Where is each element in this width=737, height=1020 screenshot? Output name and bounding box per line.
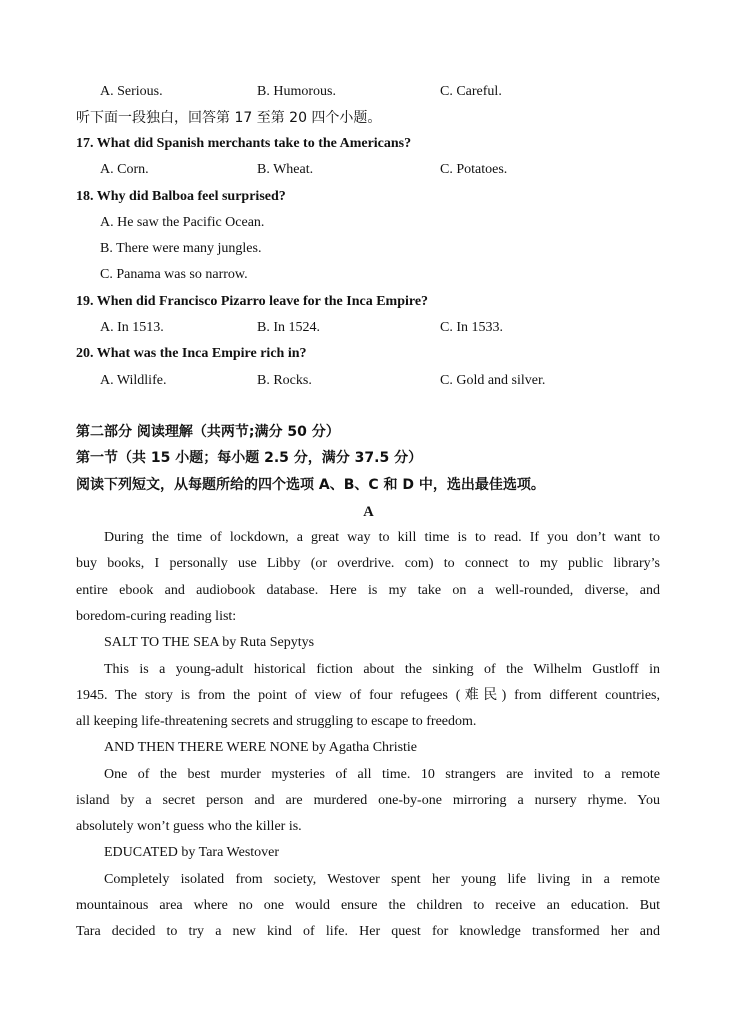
q19-option-b: B. In 1524.	[257, 320, 320, 335]
q17-question: 17. What did Spanish merchants take to the Americans?	[76, 136, 412, 151]
q20-question: 20. What was the Inca Empire rich in?	[76, 346, 307, 361]
book-description-line: mountainous area where no one would ensure the children to receive an education. But	[76, 898, 660, 913]
book-description-line: island by a secret person and are murdered one-by-one mirroring a nursery rhyme. You	[76, 793, 660, 808]
part-two-heading: 第二部分 阅读理解（共两节;满分 50 分）	[76, 424, 340, 440]
passage-intro-line: During the time of lockdown, a great way to kill time is to read. If you don’t want to	[104, 530, 660, 545]
q18-question: 18. Why did Balboa feel surprised?	[76, 189, 286, 204]
q20-option-b: B. Rocks.	[257, 373, 312, 388]
q17-option-c: C. Potatoes.	[440, 162, 508, 177]
passage-intro-line: boredom-curing reading list:	[76, 609, 237, 624]
book-description-line: absolutely won’t guess who the killer is.	[76, 819, 302, 834]
passage-label: A	[363, 504, 374, 520]
book-description-line: 1945. The story is from the point of view of four refugees (难民) from different countries,	[76, 688, 660, 703]
q18-option-b: B. There were many jungles.	[100, 241, 262, 256]
q16-option-a: A. Serious.	[100, 84, 163, 99]
listening-instruction: 听下面一段独白，回答第 17 至第 20 四个小题。	[76, 110, 382, 126]
book-title: AND THEN THERE WERE NONE by Agatha Christie	[104, 740, 418, 755]
book-description-line: all keeping life-threatening secrets and struggling to escape to freedom.	[76, 714, 477, 729]
passage-intro-line: entire ebook and audiobook database. Here is my take on a well-rounded, diverse, and	[76, 583, 660, 598]
q19-question: 19. When did Francisco Pizarro leave for the Inca Empire?	[76, 294, 429, 309]
passage-intro-line: buy books, I personally use Libby (or overdrive. com) to connect to my public library’s	[76, 556, 660, 571]
q20-option-c: C. Gold and silver.	[440, 373, 546, 388]
q19-option-a: A. In 1513.	[100, 320, 164, 335]
q17-option-a: A. Corn.	[100, 162, 149, 177]
book-description-line: Completely isolated from society, Westover spent her young life living in a remote	[104, 872, 660, 887]
section-one-heading: 第一节（共 15 小题；每小题 2.5 分，满分 37.5 分）	[76, 450, 423, 466]
book-title: SALT TO THE SEA by Ruta Sepytys	[104, 635, 315, 650]
q20-option-a: A. Wildlife.	[100, 373, 167, 388]
book-description-line: Tara decided to try a new kind of life. Her quest for knowledge transformed her and	[76, 924, 660, 939]
reading-instruction: 阅读下列短文，从每题所给的四个选项 A、B、C 和 D 中，选出最佳选项。	[76, 477, 545, 493]
q18-option-c: C. Panama was so narrow.	[100, 267, 248, 282]
q18-option-a: A. He saw the Pacific Ocean.	[100, 215, 265, 230]
book-description-line: One of the best murder mysteries of all time. 10 strangers are invited to a remote	[104, 767, 660, 782]
book-title: EDUCATED by Tara Westover	[104, 845, 280, 860]
q16-option-b: B. Humorous.	[257, 84, 336, 99]
q19-option-c: C. In 1533.	[440, 320, 503, 335]
q16-option-c: C. Careful.	[440, 84, 502, 99]
book-description-line: This is a young-adult historical fiction about the sinking of the Wilhelm Gustloff in	[104, 662, 660, 677]
q17-option-b: B. Wheat.	[257, 162, 314, 177]
